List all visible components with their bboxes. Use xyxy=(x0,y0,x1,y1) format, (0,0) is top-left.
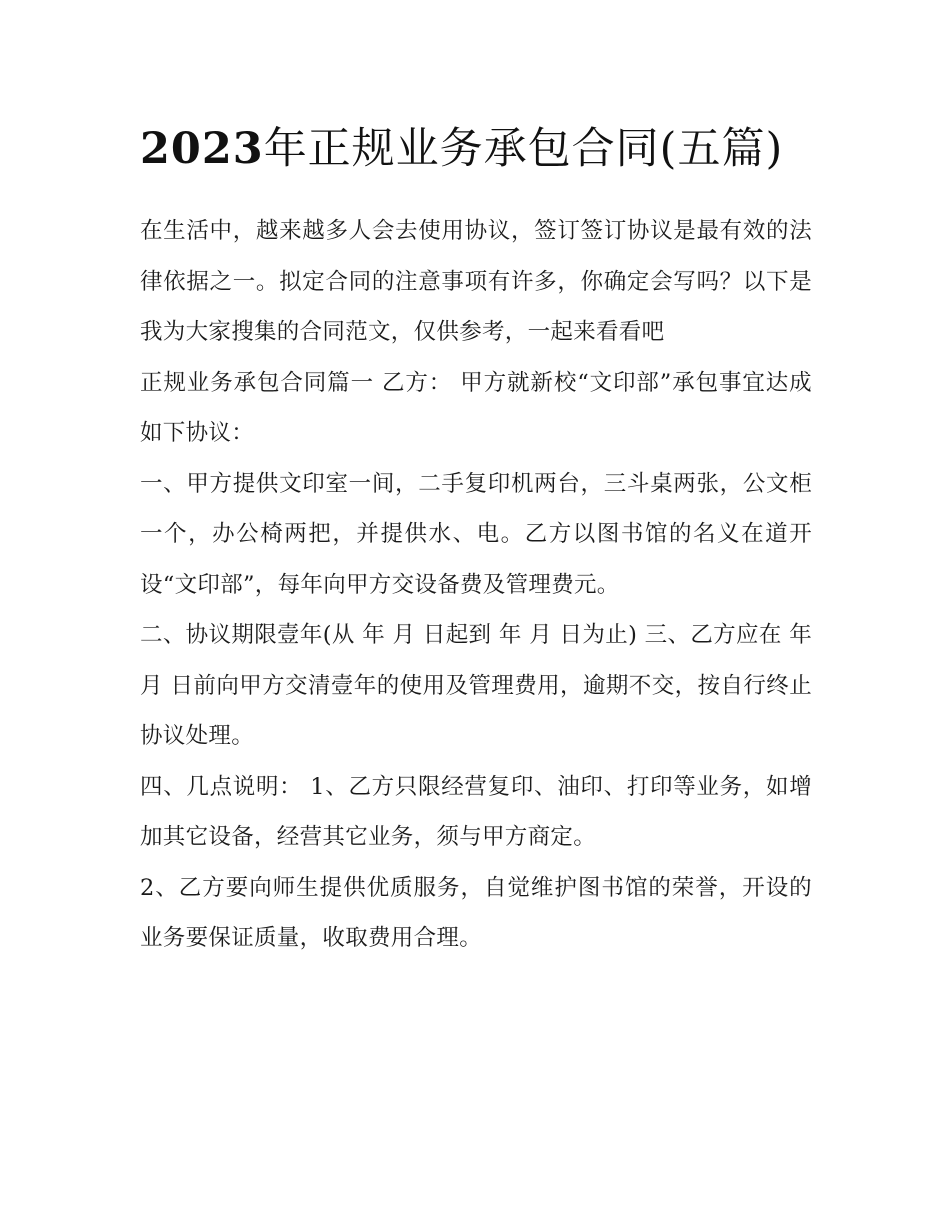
intro-paragraph: 在生活中，越来越多人会去使用协议，签订签订协议是最有效的法律依据之一。拟定合同的注意事项有许多，你确定会写吗？以下是我为大家搜集的合同范文，仅供参考，一起来看看吧 xyxy=(140,218,812,345)
document-title xyxy=(140,112,812,186)
title-text: 年正规业务承包合同(五篇) xyxy=(263,124,784,174)
document-page xyxy=(140,112,812,964)
clause-two-three-paragraph: 二、协议期限壹年(从 年 月 日起到 年 月 日为止) 三、乙方应在 年 月 日前向甲方交清壹年的使用及管理费用，逾期不交，按自行终止协议处理。 xyxy=(140,622,812,749)
title-year: 2023 xyxy=(140,124,264,174)
clause-one-paragraph: 一、甲方提供文印室一间，二手复印机两台，三斗桌两张，公文柜一个，办公椅两把，并提供水、电。乙方以图书馆的名义在道开设“文印部”，每年向甲方交设备费及管理费元。 xyxy=(140,470,812,598)
clause-four-item-one-paragraph: 四、几点说明： 1、乙方只限经营复印、油印、打印等业务，如增加其它设备，经营其它业务，须与甲方商定。 xyxy=(140,773,812,850)
contract-heading-paragraph: 正规业务承包合同篇一 乙方： 甲方就新校“文印部”承包事宜达成如下协议： xyxy=(140,369,812,446)
clause-four-item-two-paragraph: 2、乙方要向师生提供优质服务，自觉维护图书馆的荣誉，开设的业务要保证质量，收取费用合理。 xyxy=(140,874,812,951)
